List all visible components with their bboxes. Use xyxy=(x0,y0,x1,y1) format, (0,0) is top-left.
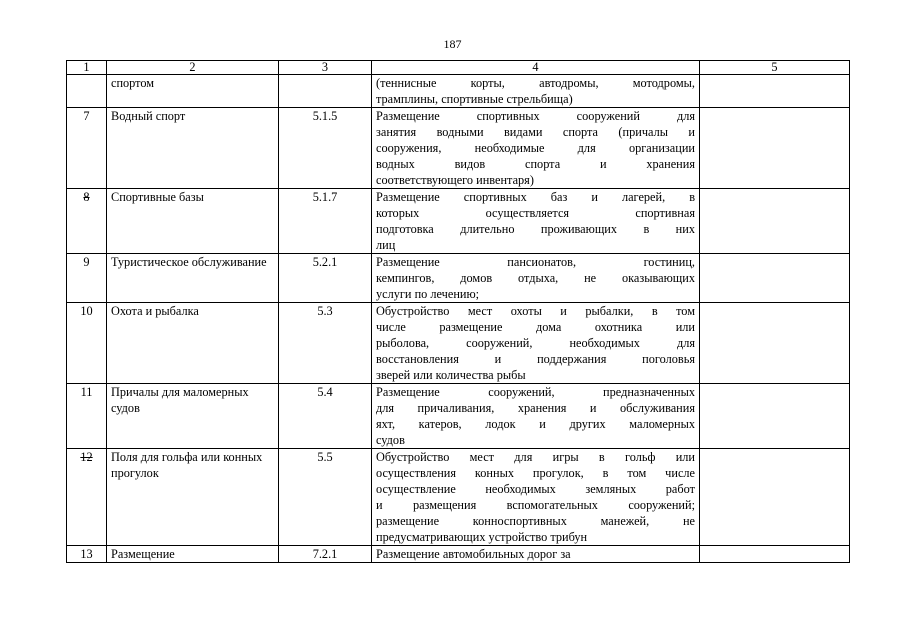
notes-cell xyxy=(700,449,850,546)
row-number: 9 xyxy=(67,254,107,303)
use-name: Спортивные базы xyxy=(107,189,279,254)
description-line: Обустройство мест для игры в гольф или xyxy=(376,450,695,464)
column-header: 5 xyxy=(700,61,850,75)
notes-cell xyxy=(700,546,850,563)
use-name: Туристическое обслуживание xyxy=(107,254,279,303)
row-number: 8 xyxy=(67,189,107,254)
row-number: 11 xyxy=(67,384,107,449)
use-code: 5.5 xyxy=(279,449,372,546)
description-line: Размещение сооружений, предназначенных xyxy=(376,385,695,399)
table-row xyxy=(67,189,850,254)
description-line: соответствующего инвентаря) xyxy=(376,173,534,187)
description-line: и размещения вспомогательных сооружений; xyxy=(376,498,695,512)
page-number: 187 xyxy=(443,37,462,51)
column-header: 1 xyxy=(67,61,107,75)
description-line: сооружения, необходимые для организации xyxy=(376,141,695,155)
description-line: числе размещение дома охотника или xyxy=(376,320,695,334)
row-number: 12 xyxy=(67,449,107,546)
use-code: 5.1.7 xyxy=(279,189,372,254)
use-description xyxy=(372,384,700,449)
description-line: Размещение пансионатов, гостиниц, xyxy=(376,255,695,269)
notes-cell xyxy=(700,75,850,108)
use-code: 7.2.1 xyxy=(279,546,372,563)
description-line: Размещение спортивных сооружений для xyxy=(376,109,695,123)
table-row xyxy=(67,108,850,189)
column-header: 4 xyxy=(372,61,700,75)
description-line: (теннисные корты, автодромы, мотодромы, xyxy=(376,76,695,90)
description-line: осуществление необходимых земляных работ xyxy=(376,482,695,496)
use-code: 5.3 xyxy=(279,303,372,384)
table-header-row xyxy=(67,61,850,75)
use-code xyxy=(279,75,372,108)
description-line: услуги по лечению; xyxy=(376,287,480,301)
use-description xyxy=(372,303,700,384)
column-header: 2 xyxy=(107,61,279,75)
description-line: судов xyxy=(376,433,405,447)
description-line: подготовка длительно проживающих в них xyxy=(376,222,695,236)
use-description xyxy=(372,189,700,254)
notes-cell xyxy=(700,189,850,254)
use-code: 5.4 xyxy=(279,384,372,449)
use-name: Поля для гольфа или конных прогулок xyxy=(107,449,279,546)
table-row xyxy=(67,303,850,384)
use-name: спортом xyxy=(107,75,279,108)
notes-cell xyxy=(700,303,850,384)
description-line: лиц xyxy=(376,238,396,252)
description-line: для причаливания, хранения и обслуживания xyxy=(376,401,695,415)
row-number: 10 xyxy=(67,303,107,384)
row-number xyxy=(67,75,107,108)
description-line: Обустройство мест охоты и рыбалки, в том xyxy=(376,304,695,318)
description-line: кемпингов, домов отдыха, не оказывающих xyxy=(376,271,695,285)
description-line: яхт, катеров, лодок и других маломерных xyxy=(376,417,695,431)
description-line: предусматривающих устройство трибун xyxy=(376,530,588,544)
use-code: 5.2.1 xyxy=(279,254,372,303)
description-line: занятия водными видами спорта (причалы и xyxy=(376,125,695,139)
description-line: Размещение автомобильных дорог за xyxy=(376,547,571,561)
use-name: Охота и рыбалка xyxy=(107,303,279,384)
table-row xyxy=(67,254,850,303)
row-number: 7 xyxy=(67,108,107,189)
notes-cell xyxy=(700,384,850,449)
use-description xyxy=(372,75,700,108)
description-line: Размещение спортивных баз и лагерей, в xyxy=(376,190,695,204)
description-line: размещение конноспортивных манежей, не xyxy=(376,514,695,528)
description-line: водных видов спорта и хранения xyxy=(376,157,695,171)
description-line: зверей или количества рыбы xyxy=(376,368,526,382)
description-line: трамплины, спортивные стрельбища) xyxy=(376,92,573,106)
table-row xyxy=(67,546,850,563)
use-description xyxy=(372,254,700,303)
use-name: Причалы для маломерных судов xyxy=(107,384,279,449)
use-name: Размещение xyxy=(107,546,279,563)
description-line: восстановления и поддержания поголовья xyxy=(376,352,695,366)
use-description xyxy=(372,108,700,189)
land-use-table xyxy=(66,60,850,563)
table-row xyxy=(67,449,850,546)
use-description xyxy=(372,449,700,546)
notes-cell xyxy=(700,108,850,189)
description-line: осуществления конных прогулок, в том числе xyxy=(376,466,695,480)
description-line: рыболова, сооружений, необходимых для xyxy=(376,336,695,350)
table-row xyxy=(67,384,850,449)
description-line: которых осуществляется спортивная xyxy=(376,206,695,220)
notes-cell xyxy=(700,254,850,303)
row-number: 13 xyxy=(67,546,107,563)
table-row xyxy=(67,75,850,108)
use-code: 5.1.5 xyxy=(279,108,372,189)
use-name: Водный спорт xyxy=(107,108,279,189)
use-description xyxy=(372,546,700,563)
column-header: 3 xyxy=(279,61,372,75)
